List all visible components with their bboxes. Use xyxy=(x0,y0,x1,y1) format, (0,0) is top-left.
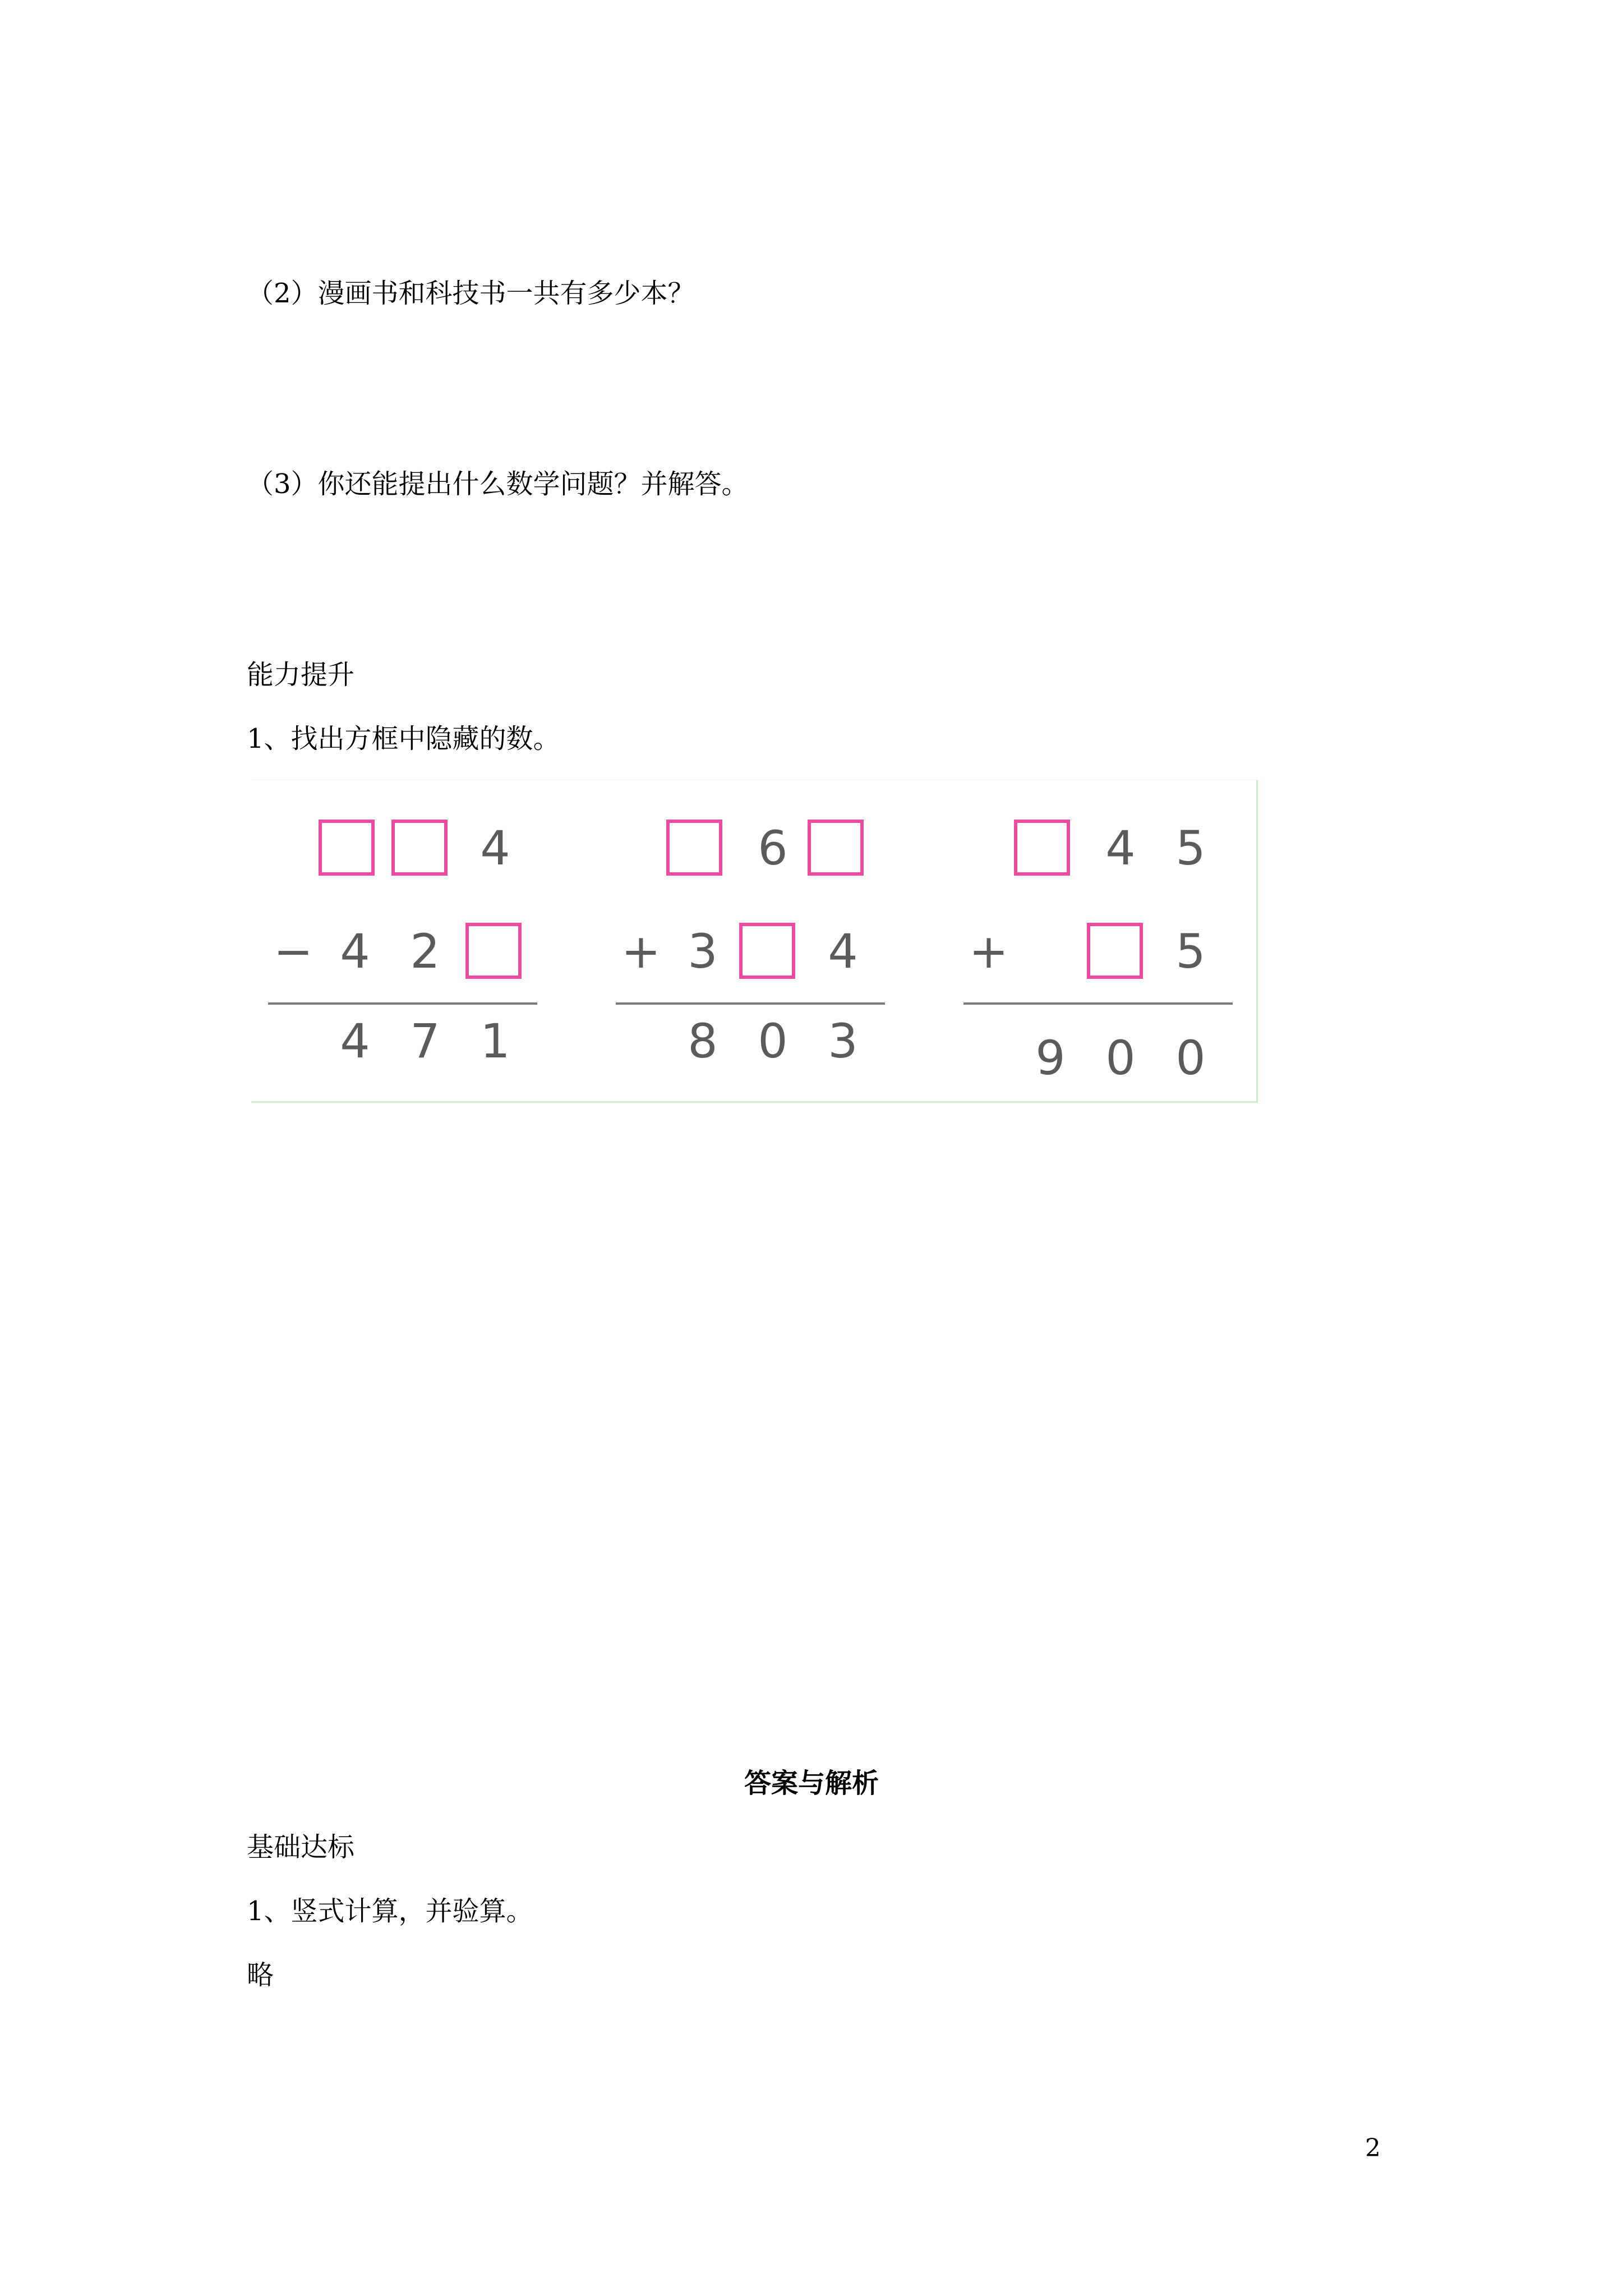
digit: 0 xyxy=(758,1014,788,1069)
page-number: 2 xyxy=(1365,2134,1381,2162)
puzzle-3 xyxy=(947,780,1261,1101)
digit: 4 xyxy=(1105,821,1136,876)
hidden-digit-box xyxy=(1087,923,1143,979)
sum-line xyxy=(963,1002,1233,1005)
hidden-digit-box xyxy=(666,820,722,876)
digit: 3 xyxy=(688,924,718,979)
hidden-digit-box xyxy=(391,820,448,876)
digit: 3 xyxy=(828,1014,858,1069)
digit: 0 xyxy=(1105,1030,1136,1085)
digit: 5 xyxy=(1175,924,1206,979)
puzzle-figure xyxy=(251,780,1258,1103)
hidden-digit-box xyxy=(739,923,795,979)
puzzle-2 xyxy=(599,780,913,1101)
task-find-hidden-numbers: 1、找出方框中隐藏的数。 xyxy=(247,723,560,754)
hidden-digit-box xyxy=(319,820,375,876)
hidden-digit-box xyxy=(1014,820,1070,876)
section-heading-ability: 能力提升 xyxy=(247,659,355,691)
digit: 0 xyxy=(1175,1030,1206,1085)
operator-minus: − xyxy=(273,924,313,979)
sum-line xyxy=(616,1002,885,1005)
answer-task-1: 1、竖式计算，并验算。 xyxy=(247,1895,533,1927)
operator-plus: + xyxy=(621,924,661,979)
digit: 8 xyxy=(688,1014,718,1069)
question-3: （3）你还能提出什么数学问题？并解答。 xyxy=(247,468,749,500)
puzzle-1 xyxy=(251,780,565,1101)
hidden-digit-box xyxy=(465,923,522,979)
answers-title: 答案与解析 xyxy=(744,1768,879,1799)
digit: 4 xyxy=(340,924,370,979)
section-heading-basics: 基础达标 xyxy=(247,1832,355,1863)
digit: 7 xyxy=(410,1014,440,1069)
answer-text: 略 xyxy=(247,1959,274,1991)
digit: 2 xyxy=(410,924,440,979)
sum-line xyxy=(268,1002,537,1005)
digit: 1 xyxy=(480,1014,510,1069)
digit: 6 xyxy=(758,821,788,876)
digit: 9 xyxy=(1035,1030,1066,1085)
operator-plus: + xyxy=(969,924,1009,979)
digit: 4 xyxy=(480,821,510,876)
digit: 5 xyxy=(1175,821,1206,876)
digit: 4 xyxy=(828,924,858,979)
question-2: （2）漫画书和科技书一共有多少本？ xyxy=(247,278,695,309)
hidden-digit-box xyxy=(808,820,864,876)
digit: 4 xyxy=(340,1014,370,1069)
